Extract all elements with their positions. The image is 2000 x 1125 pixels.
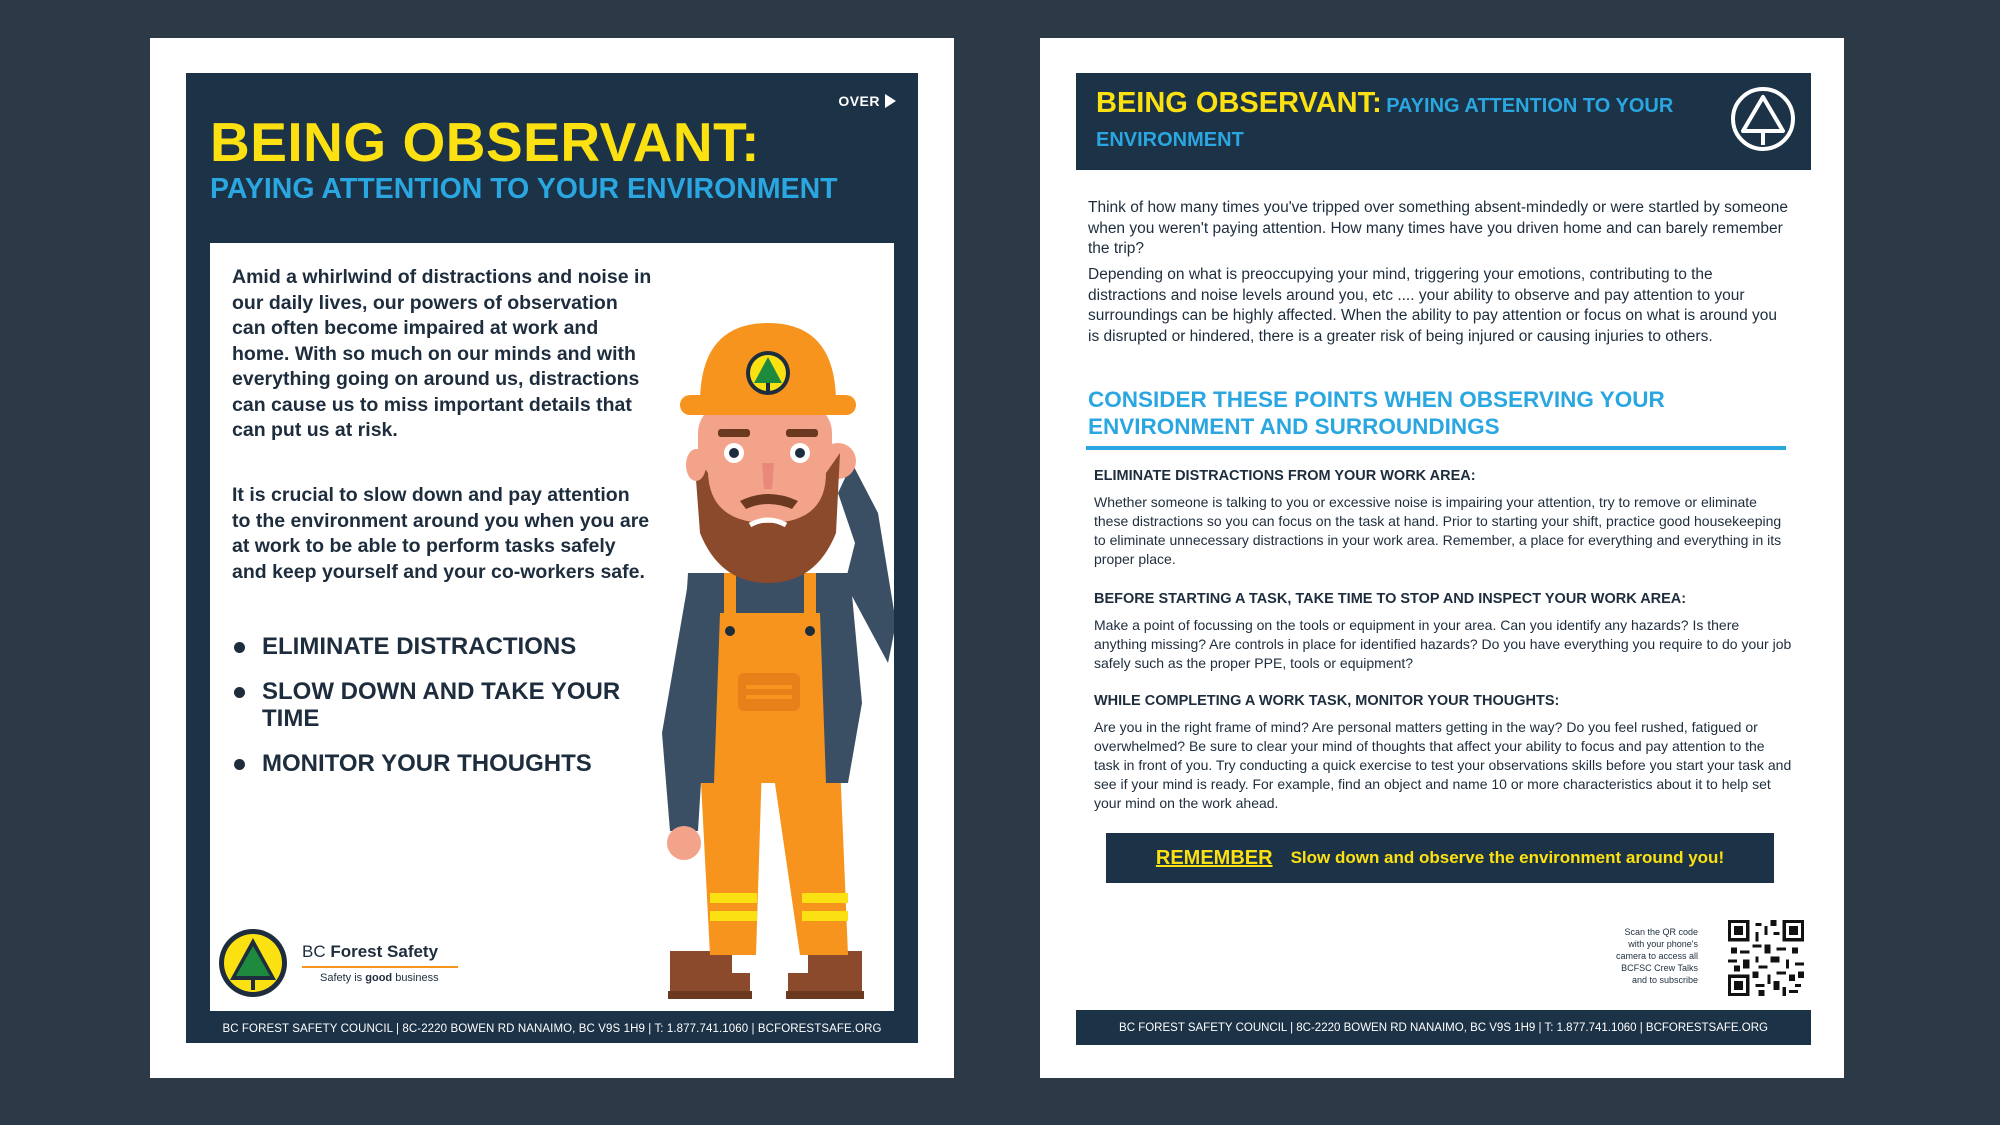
tagline-part-1: Safety is — [320, 972, 366, 984]
remember-text: Slow down and observe the environment around you! — [1290, 848, 1725, 867]
intro-paragraph-2: It is crucial to slow down and pay attention to the environment around you when you are at work to be able to perform tasks safely and keep yourself and your co-workers safe. — [232, 484, 650, 583]
back-paragraph-2: Depending on what is preoccupying your mind, triggering your emotions, contributing to the distractions and noise levels around you, etc .... your ability to observe and pay attention to your surroundings can be highly affected. When the ability to pay attention or focus on what is around you is disrupted or hindered, there is a greater risk of being injured or causing injuries to others. — [1088, 266, 1778, 345]
bullet-slow-down: SLOW DOWN AND TAKE YOUR TIME — [232, 678, 652, 732]
back-title-yellow: BEING OBSERVANT: — [1096, 87, 1382, 119]
back-title-blue: PAYING ATTENTION TO YOUR ENVIRONMENT — [1096, 95, 1674, 151]
tagline-part-2: good — [365, 972, 393, 984]
bullet-monitor-thoughts: MONITOR YOUR THOUGHTS — [232, 750, 652, 777]
considerations-heading: CONSIDER THESE POINTS WHEN OBSERVING YOUR ENVIRONMENT AND SURROUNDINGS — [1088, 387, 1665, 439]
back-header — [1076, 73, 1811, 170]
remember-banner — [1106, 833, 1774, 883]
back-paragraph-1: Think of how many times you've tripped over something absent-mindedly or were startled by someone when you weren't paying attention. How many times have you driven home and can barely remember the trip? — [1088, 199, 1788, 257]
logo-name-bc: BC — [302, 942, 331, 961]
bullet-eliminate-distractions: ELIMINATE DISTRACTIONS — [232, 633, 652, 660]
worker-illustration-icon — [640, 283, 894, 1011]
section-title-inspect: BEFORE STARTING A TASK, TAKE TIME TO STOP AND INSPECT YOUR WORK AREA: — [1094, 591, 1687, 607]
front-panel — [186, 73, 918, 1043]
play-arrow-icon — [885, 94, 896, 108]
section-title-eliminate: ELIMINATE DISTRACTIONS FROM YOUR WORK AREA: — [1094, 468, 1476, 484]
heading-divider — [1086, 446, 1786, 450]
logo-tagline — [302, 972, 458, 984]
bc-forest-safety-logo — [218, 928, 458, 998]
front-content-card — [210, 243, 894, 1011]
logo-name-forest-safety: Forest Safety — [330, 942, 439, 961]
back-footer: BC FOREST SAFETY COUNCIL | 8C-2220 BOWEN RD NANAIMO, BC V9S 1H9 | T: 1.877.741.1060 | BCFORESTSAFE.ORG — [1076, 1010, 1811, 1045]
logo-divider — [302, 966, 458, 968]
section-text-monitor: Are you in the right frame of mind? Are personal matters getting in the way? Do you feel rushed, fatigued or overwhelmed? Be sure to clear your mind of thoughts that affect your ability to focus and pay attention to the task in front of you. Try conducting a quick exercise to test your observations skills before you start your task and see if your mind is ready. For example, find an object and name 10 or more characteristics about it to help set your mind on the work ahead. — [1094, 719, 1792, 811]
front-page — [150, 38, 954, 1078]
intro-paragraph-1: Amid a whirlwind of distractions and noise in our daily lives, our powers of observation can often become impaired at work and home. With so much on our minds and with everything going on around us, distractions can cause us to miss important details that can put us at risk. — [232, 266, 652, 441]
logo-name — [302, 942, 458, 962]
tree-emblem-icon — [1729, 85, 1797, 153]
section-text-inspect: Make a point of focussing on the tools or equipment in your area. Can you identify any hazards? Is there anything missing? Are controls in place for identified hazards? Do you have everything you require to do your job safely such as the proper PPE, tools or equipment? — [1094, 617, 1792, 671]
back-title — [1096, 87, 1696, 158]
remember-label: REMEMBER — [1155, 846, 1273, 869]
over-label: OVER — [838, 93, 880, 109]
tagline-part-3: business — [392, 972, 439, 984]
front-subtitle: PAYING ATTENTION TO YOUR ENVIRONMENT — [210, 173, 838, 205]
forest-safety-emblem-icon — [218, 928, 288, 998]
section-text-eliminate: Whether someone is talking to you or excessive noise is impairing your attention, try to remove or eliminate these distractions so you can focus on the task at hand. Prior to starting your shift, practice good housekeeping to eliminate unnecessary distractions in your work area. Remember, a place for everything and everything in its proper place. — [1094, 494, 1782, 567]
qr-note: Scan the QR code with your phone's camera to access all BCFSC Crew Talks and to subscribe — [1615, 927, 1698, 985]
front-footer: BC FOREST SAFETY COUNCIL | 8C-2220 BOWEN RD NANAIMO, BC V9S 1H9 | T: 1.877.741.1060 | BCFORESTSAFE.ORG — [222, 1023, 882, 1035]
logo-text — [302, 942, 458, 984]
over-indicator — [838, 93, 896, 109]
section-title-monitor: WHILE COMPLETING A WORK TASK, MONITOR YOUR THOUGHTS: — [1094, 693, 1560, 709]
qr-code-icon[interactable] — [1728, 920, 1804, 996]
front-title: BEING OBSERVANT: — [210, 111, 760, 173]
key-points-list — [232, 633, 652, 795]
back-page — [1040, 38, 1844, 1078]
